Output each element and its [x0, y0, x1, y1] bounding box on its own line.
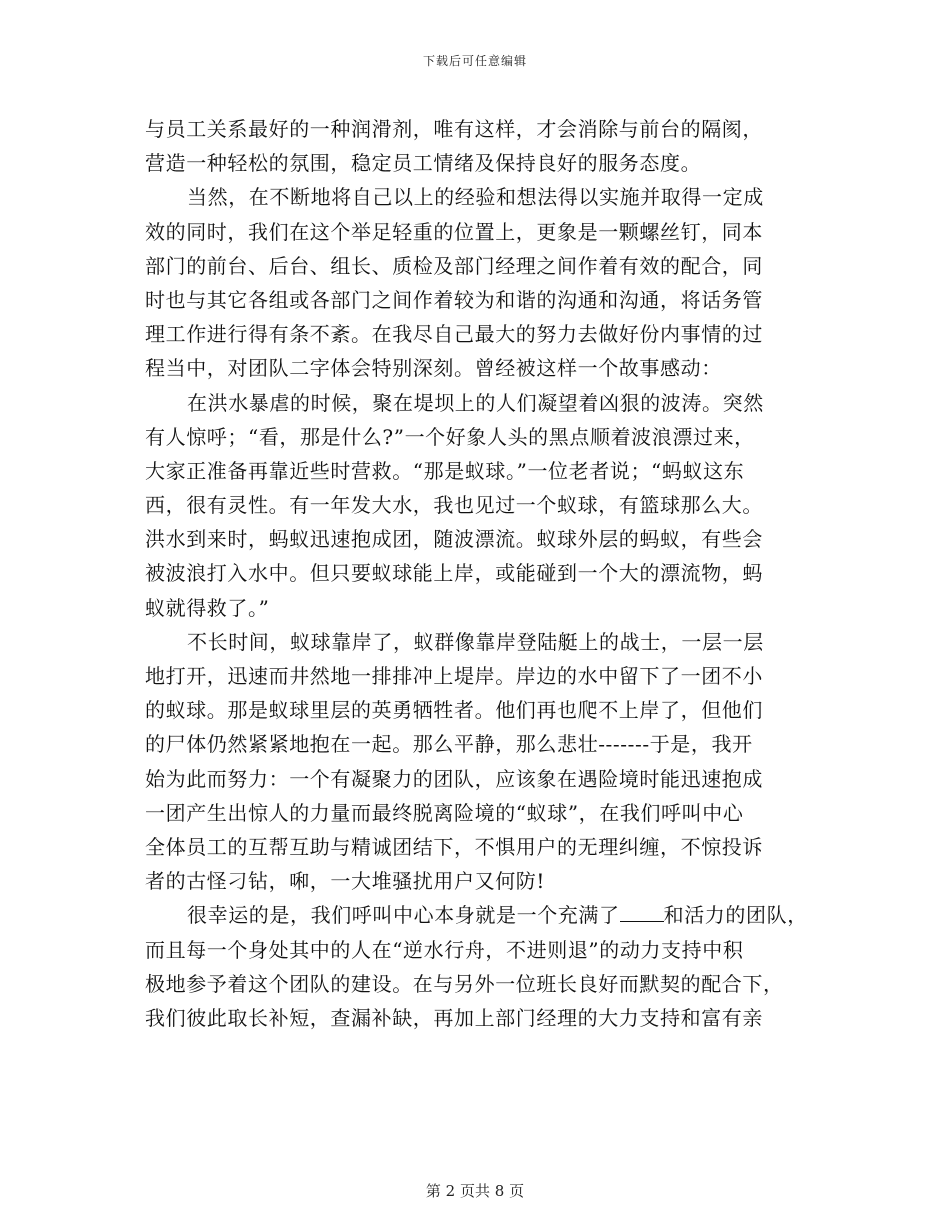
body-line: 而且每一个身处其中的人在“逆水行舟，不进则退”的动力支持中积	[145, 937, 744, 962]
paragraph-start-line: 当然，在不断地将自己以上的经验和想法得以实施并取得一定成	[187, 185, 764, 210]
body-line: 与员工关系最好的一种润滑剂，唯有这样，才会消除与前台的隔阂，	[145, 117, 763, 141]
page-footer: 第 2 页共 8 页	[425, 1182, 525, 1200]
fill-in-blank	[620, 905, 664, 922]
body-line: 的尸体仍然紧紧地抱在一起。那么平静，那么悲壮-------于是，我开	[145, 732, 753, 757]
body-line: 的蚁球。那是蚁球里层的英勇牺牲者。他们再也爬不上岸了，但他们	[145, 698, 763, 723]
body-line: 时也与其它各组或各部门之间作着较为和谐的沟通和沟通，将话务管	[145, 287, 763, 312]
body-line: 有人惊呼；“看，那是什么?”一个好象人头的黑点顺着波浪漂过来，	[145, 424, 755, 449]
body-line: 部门的前台、后台、组长、质检及部门经理之间作着有效的配合，同	[145, 253, 763, 278]
page-header: 下载后可任意编辑	[422, 54, 527, 68]
body-line: 营造一种轻松的氛围，稳定员工情绪及保持良好的服务态度。	[145, 151, 702, 176]
body-line: 洪水到来时，蚂蚁迅速抱成团，随波漂流。蚁球外层的蚂蚁，有些会	[145, 527, 763, 552]
body-line: 全体员工的互帮互助与精诚团结下，不惧用户的无理纠缠，不惊投诉	[145, 834, 763, 859]
paragraph-start-line	[145, 898, 815, 932]
body-line: 极地参予着这个团队的建设。在与另外一位班长良好而默契的配合下，	[145, 971, 784, 996]
body-text-segment: 和活力的团队，	[663, 903, 808, 928]
body-line: 者的古怪刁钻，啝，一大堆骚扰用户又何防!	[145, 869, 546, 894]
body-line: 蚁就得救了。”	[145, 595, 270, 620]
body-line: 程当中，对团队二字体会特别深刻。曾经被这样一个故事感动：	[145, 356, 722, 381]
body-line: 地打开，迅速而井然地一排排冲上堤岸。岸边的水中留下了一团不小	[145, 664, 763, 688]
body-line: 我们彼此取长补短，查漏补缺，再加上部门经理的大力支持和富有亲	[145, 1005, 763, 1030]
body-line: 大家正准备再靠近些时营救。“那是蚁球。”一位老者说；“蚂蚁这东	[145, 458, 745, 483]
paragraph-start-line: 不长时间，蚁球靠岸了，蚁群像靠岸登陆艇上的战士，一层一层	[187, 629, 764, 654]
body-line: 被波浪打入水中。但只要蚁球能上岸，或能碰到一个大的漂流物，蚂	[145, 561, 763, 586]
body-line: 西，很有灵性。有一年发大水，我也见过一个蚁球，有篮球那么大。	[145, 493, 763, 518]
body-line: 理工作进行得有条不紊。在我尽自己最大的努力去做好份内事情的过	[145, 322, 763, 347]
body-line: 一团产生出惊人的力量而最终脱离险境的“蚁球”，在我们呼叫中心	[145, 800, 744, 825]
document-body	[145, 112, 815, 1035]
paragraph-start-line: 在洪水暴虐的时候，聚在堤坝上的人们凝望着凶狠的波涛。突然	[187, 390, 764, 415]
body-line: 效的同时，我们在这个举足轻重的位置上，更象是一颗螺丝钉，同本	[145, 219, 763, 244]
body-line: 始为此而努力：一个有凝聚力的团队，应该象在遇险境时能迅速抱成	[145, 766, 763, 791]
body-text-segment: 很幸运的是，我们呼叫中心本身就是一个充满了	[187, 903, 620, 928]
